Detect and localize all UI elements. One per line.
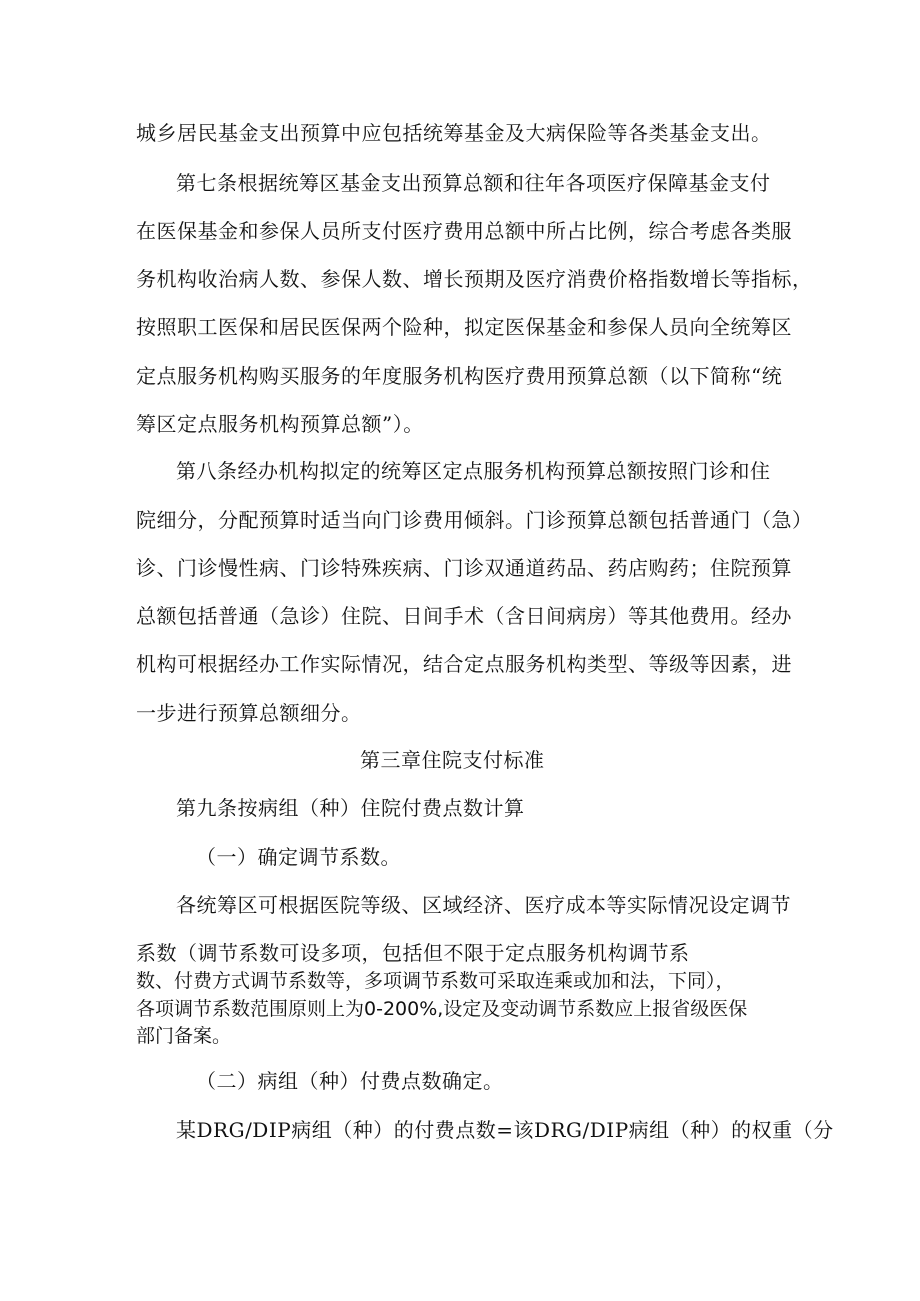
- body-text-line: 系数（调节系数可设多项，包括但不限于定点服务机构调节系: [136, 941, 690, 965]
- body-text-line: 部门备案。: [136, 1025, 232, 1047]
- body-text-line: 定点服务机构购买服务的年度服务机构医疗费用预算总额（以下简称“统: [136, 364, 783, 388]
- article-8-text: 第八条经办机构拟定的统筹区定点服务机构预算总额按照门诊和住: [176, 459, 771, 483]
- body-text-line: 数、付费方式调节系数等，多项调节系数可采取连乘或加和法，下同），: [136, 970, 735, 992]
- body-text-line: 按照职工医保和居民医保两个险种，拟定医保基金和参保人员向全统筹区: [136, 315, 792, 339]
- body-text-line: 务机构收治病人数、参保人数、增长预期及医疗消费价格指数增长等指标，: [136, 267, 813, 291]
- subsection-heading: （二）病组（种）付费点数确定。: [196, 1069, 504, 1093]
- body-text-line: 总额包括普通（急诊）住院、日间手术（含日间病房）等其他费用。经办: [136, 604, 792, 628]
- article-9-heading: 第九条按病组（种）住院付费点数计算: [176, 796, 525, 820]
- body-text-line: 诊、门诊慢性病、门诊特殊疾病、门诊双通道药品、药店购药；住院预算: [136, 556, 792, 580]
- body-text-line: 筹区定点服务机构预算总额”）。: [136, 412, 424, 436]
- chapter-heading: 第三章住院支付标准: [360, 748, 545, 772]
- body-text-line: 机构可根据经办工作实际情况，结合定点服务机构类型、等级等因素，进: [136, 652, 792, 676]
- body-text-line: 在医保基金和参保人员所支付医疗费用总额中所占比例，综合考虑各类服: [136, 219, 792, 243]
- subsection-heading: （一）确定调节系数。: [196, 845, 401, 869]
- body-text-line: 城乡居民基金支出预算中应包括统筹基金及大病保险等各类基金支出。: [136, 121, 772, 145]
- body-text-line: 一步进行预算总额细分。: [136, 701, 362, 725]
- body-text-line: 某DRG/DIP病组（种）的付费点数=该DRG/DIP病组（种）的权重（分: [176, 1118, 834, 1142]
- article-7-text: 第七条根据统筹区基金支出预算总额和往年各项医疗保障基金支付: [176, 171, 771, 195]
- body-text-line: 各统筹区可根据医院等级、区域经济、医疗成本等实际情况设定调节: [176, 893, 791, 917]
- body-text-line: 各项调节系数范围原则上为0-200%,设定及变动调节系数应上报省级医保: [136, 998, 748, 1020]
- body-text-line: 院细分，分配预算时适当向门诊费用倾斜。门诊预算总额包括普通门（急）: [136, 508, 813, 532]
